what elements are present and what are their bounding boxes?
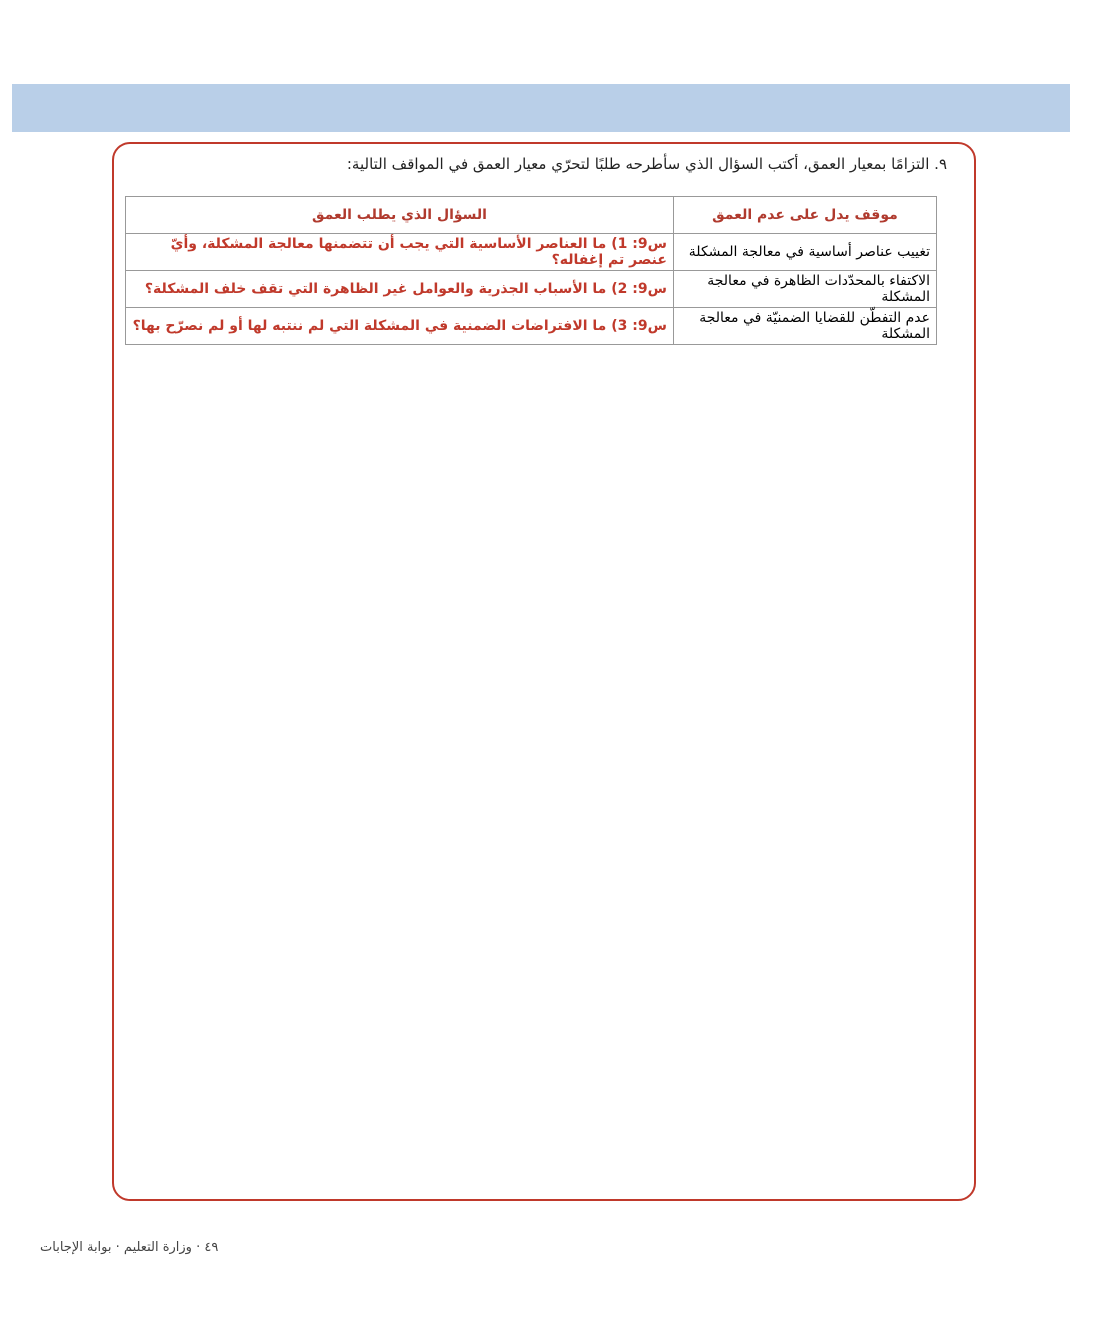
table-row: عدم التفطّن للقضايا الضمنيّة في معالجة المشكلة س9: 3) ما الافتراضات الضمنية في المشكلة التي لم ننتبه لها أو لم نصرّح بها؟: [126, 308, 937, 345]
col-header: السؤال الذي يطلب العمق: [126, 197, 674, 234]
table-row: الاكتفاء بالمحدّدات الظاهرة في معالجة المشكلة س9: 2) ما الأسباب الجذرية والعوامل غير الظاهرة التي تقف خلف المشكلة؟: [126, 271, 937, 308]
header-band: [12, 84, 1070, 132]
question-9: ٩. التزامًا بمعيار العمق، أكتب السؤال الذي سأطرحه طلبًا لتحرّي معيار العمق في المواقف التالية:: [346, 155, 947, 173]
table-9: [125, 196, 937, 345]
col-header: موقف يدل على عدم العمق: [673, 197, 936, 234]
footer: ٤٩ · وزارة التعليم · بوابة الإجابات: [40, 1240, 219, 1255]
table-row: تغييب عناصر أساسية في معالجة المشكلة س9: 1) ما العناصر الأساسية التي يجب أن تتضمنها معالجة المشكلة، وأيّ عنصر تم إغفاله؟: [126, 234, 937, 271]
